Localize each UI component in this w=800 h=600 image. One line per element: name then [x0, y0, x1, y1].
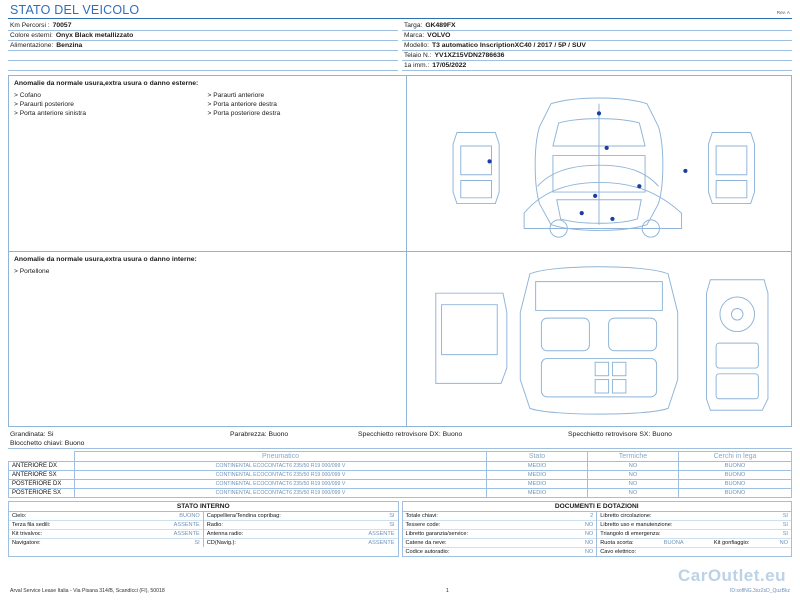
- anomalies-internal-list-2: [208, 267, 402, 276]
- field-telaio: [402, 51, 792, 61]
- list-item: [9, 521, 203, 530]
- field-value: Benzina: [56, 42, 83, 49]
- footer-page-number: 1: [445, 588, 449, 594]
- condition-grandinata: [10, 431, 230, 438]
- vehicle-data-right: [398, 21, 792, 71]
- item-label: Terza fila sedili:: [12, 522, 51, 528]
- tyre-spec: CONTINENTAL ECOCONTACT6 235/50 R19 000/099 V: [75, 462, 487, 471]
- item-label: Cielo:: [12, 513, 27, 519]
- condition-parabrezza: [230, 431, 358, 438]
- field-km: [8, 21, 398, 31]
- item-value-extra: NO: [779, 540, 788, 546]
- anomalies-external-title: Anomalie da normale usura,extra usura o danno esterne:: [14, 80, 199, 87]
- field-marca: [402, 31, 792, 41]
- item-label-extra: Kit gonfiaggio:: [713, 540, 750, 546]
- field-value: 17/05/2022: [432, 62, 467, 69]
- item-value: NO: [584, 522, 594, 528]
- vehicle-data-section: [8, 21, 792, 71]
- page-title: STATO DEL VEICOLO: [10, 3, 140, 17]
- anomalies-external-list-2: [208, 91, 402, 118]
- conditions-row-1: [8, 430, 792, 439]
- condition-label: Specchietto retrovisore SX:: [568, 431, 651, 438]
- tyre-position: POSTERIORE DX: [9, 480, 75, 489]
- item-label: Kit trivalvoc:: [12, 531, 43, 537]
- list-item: > Paraurti anteriore: [208, 91, 402, 100]
- item-value: 2: [590, 513, 594, 519]
- item-label: Cappelliera/Tendina copribag:: [206, 513, 281, 519]
- field-label: Alimentazione:: [10, 42, 54, 49]
- condition-specchietto-dx: [358, 431, 568, 438]
- header-divider: [8, 18, 792, 19]
- list-item: [204, 512, 398, 521]
- list-item: [9, 530, 203, 539]
- item-label: Totale chiavi:: [405, 513, 438, 519]
- condition-specchietto-sx: [568, 431, 790, 438]
- interior-left-list: [9, 512, 204, 547]
- conditions-section: [8, 430, 792, 449]
- anomalies-internal: [9, 252, 406, 427]
- vehicle-data-left: [8, 21, 398, 71]
- tyres-col-blank: [9, 452, 75, 462]
- list-item: > Porta anteriore sinistra: [14, 109, 208, 118]
- footer-document-id: ID:soflNG.3sz2sD_QuzBkz: [729, 588, 790, 594]
- diagram-column: [407, 76, 791, 426]
- item-label: Libretto uso e manutenzione:: [600, 522, 673, 528]
- document-header: [8, 0, 792, 18]
- car-interior-svg: [407, 252, 791, 427]
- condition-label: Specchietto retrovisore DX:: [358, 431, 441, 438]
- tyre-cerchi: BUONO: [679, 480, 792, 489]
- tyre-position: ANTERIORE DX: [9, 462, 75, 471]
- list-item: [403, 548, 597, 556]
- item-label: Antenna radio:: [206, 531, 244, 537]
- interior-diagram: [407, 252, 791, 427]
- condition-label: Grandinata:: [10, 431, 46, 438]
- tyre-termiche: NO: [588, 471, 679, 480]
- item-label: CD(Navig.):: [206, 540, 236, 546]
- list-item: [597, 530, 791, 539]
- item-value: BUONO: [179, 513, 200, 519]
- document-footer: [10, 588, 790, 594]
- field-label: Km Percorsi :: [10, 22, 50, 29]
- item-label: Libretto circolazione:: [600, 513, 652, 519]
- bottom-panels: [8, 501, 792, 557]
- list-item: [403, 539, 597, 548]
- car-exterior-svg: [407, 76, 791, 251]
- list-item: [597, 521, 791, 530]
- field-label: Modello:: [404, 42, 429, 49]
- tyre-stato: MEDIO: [487, 471, 588, 480]
- field-value: 70057: [52, 22, 72, 29]
- tyre-stato: MEDIO: [487, 480, 588, 489]
- inspection-main: [8, 75, 792, 427]
- documents-panel-title: DOCUMENTI E DOTAZIONI: [403, 502, 792, 512]
- table-row: [9, 462, 792, 471]
- list-item: [9, 539, 203, 547]
- list-item: [403, 521, 597, 530]
- field-blank-1: [8, 51, 398, 61]
- item-value: ASSENTE: [173, 522, 200, 528]
- exterior-diagram: [407, 76, 791, 252]
- list-item: [597, 539, 791, 548]
- tyres-col-cerchi: Cerchi in lega: [679, 452, 792, 462]
- field-label: 1a imm.:: [404, 62, 430, 69]
- item-label: Catene da neve:: [405, 540, 447, 546]
- interior-right-list: [204, 512, 398, 547]
- tyres-table: [8, 451, 792, 498]
- footer-company: Arval Service Lease Italia - Via Pisana 314/B, Scandicci (FI), 50018: [10, 588, 165, 594]
- item-value: ASSENTE: [368, 531, 395, 537]
- condition-label: Parabrezza:: [230, 431, 267, 438]
- item-value: SI: [782, 513, 788, 519]
- field-alimentazione: [8, 41, 398, 51]
- list-item: > Portellone: [14, 267, 208, 276]
- watermark: CarOutlet.eu: [677, 566, 786, 585]
- tyre-spec: CONTINENTAL ECOCONTACT6 235/50 R19 000/099 V: [75, 480, 487, 489]
- anomalies-external: [9, 76, 406, 252]
- tyre-position: POSTERIORE SX: [9, 489, 75, 498]
- field-value: GK489FX: [425, 22, 456, 29]
- list-item: > Cofano: [14, 91, 208, 100]
- anomalies-column: [9, 76, 407, 426]
- condition-value: Si: [47, 431, 54, 438]
- list-item: > Paraurti posteriore: [14, 100, 208, 109]
- tyre-termiche: NO: [588, 489, 679, 498]
- tyre-spec: CONTINENTAL ECOCONTACT6 235/50 R19 000/099 V: [75, 489, 487, 498]
- tyres-col-pneumatico: Pneumatico: [75, 452, 487, 462]
- tyre-cerchi: BUONO: [679, 462, 792, 471]
- field-value: YV1XZ15VDN2786636: [434, 52, 505, 59]
- item-label: Radio:: [206, 522, 223, 528]
- condition-value: Buono: [64, 440, 85, 447]
- tyre-spec: CONTINENTAL ECOCONTACT6 235/50 R19 000/099 V: [75, 471, 487, 480]
- condition-value: Buono: [652, 431, 672, 438]
- item-value: SI: [389, 513, 395, 519]
- item-label: Navigatore:: [12, 540, 41, 546]
- item-value: SI: [194, 540, 200, 546]
- list-item: [204, 521, 398, 530]
- documents-left-list: [403, 512, 598, 556]
- condition-label: Blocchetto chiavi:: [10, 440, 63, 447]
- list-item: [204, 539, 398, 547]
- field-modello: [402, 41, 792, 51]
- field-blank-2: [8, 61, 398, 71]
- tyres-header-row: [9, 452, 792, 462]
- anomalies-internal-title: Anomalie da normale usura,extra usura o danno interne:: [14, 255, 197, 263]
- table-row: [9, 480, 792, 489]
- item-value: NO: [584, 549, 594, 555]
- field-prima-immatricolazione: [402, 61, 792, 71]
- tyre-termiche: NO: [588, 462, 679, 471]
- condition-value: Buono: [268, 431, 289, 438]
- condition-value: Buono: [442, 431, 463, 438]
- field-targa: [402, 21, 792, 31]
- tyres-col-termiche: Termiche: [588, 452, 679, 462]
- interior-panel: [8, 501, 399, 557]
- item-label: Cavo elettrico:: [600, 549, 637, 555]
- field-label: Telaio N.:: [404, 52, 432, 59]
- item-value: SI: [782, 531, 788, 537]
- item-label: Ruota scorta:: [600, 540, 634, 546]
- tyre-termiche: NO: [588, 480, 679, 489]
- list-item: > Porta posteriore destra: [208, 109, 402, 118]
- item-label: Libretto garanzia/service:: [405, 531, 468, 537]
- tyres-col-stato: Stato: [487, 452, 588, 462]
- list-item: [403, 512, 597, 521]
- item-value: SI: [782, 522, 788, 528]
- interior-panel-title: STATO INTERNO: [9, 502, 398, 512]
- field-value: T3 automatico InscriptionXC40 / 2017 / 5P / SUV: [431, 42, 586, 49]
- item-label: Tessere code:: [405, 522, 441, 528]
- tyre-cerchi: BUONO: [679, 471, 792, 480]
- documents-panel: [402, 501, 793, 557]
- item-value: ASSENTE: [368, 540, 395, 546]
- condition-blocchetto-chiavi: [8, 439, 792, 449]
- item-value: NO: [584, 540, 594, 546]
- list-item: [9, 512, 203, 521]
- tyre-cerchi: BUONO: [679, 489, 792, 498]
- field-label: Targa:: [404, 22, 423, 29]
- documents-right-list: [597, 512, 791, 556]
- item-value: BUONA: [663, 540, 684, 546]
- field-value: Onyx Black metallizzato: [55, 32, 134, 39]
- table-row: [9, 471, 792, 480]
- tyre-position: ANTERIORE SX: [9, 471, 75, 480]
- list-item: [204, 530, 398, 539]
- list-item: [403, 530, 597, 539]
- item-value: NO: [584, 531, 594, 537]
- list-item: > Porta anteriore destra: [208, 100, 402, 109]
- field-colore: [8, 31, 398, 41]
- item-value: SI: [389, 522, 395, 528]
- list-item: [597, 548, 791, 556]
- field-label: Marca:: [404, 32, 425, 39]
- item-label: Triangolo di emergenza:: [600, 531, 661, 537]
- anomalies-internal-list-1: [14, 267, 208, 276]
- field-label: Colore esterni:: [10, 32, 53, 39]
- revision-label: Rev. A: [776, 10, 790, 15]
- field-value: VOLVO: [427, 32, 451, 39]
- item-value: ASSENTE: [173, 531, 200, 537]
- table-row: [9, 489, 792, 498]
- item-label: Codice autoradio:: [405, 549, 450, 555]
- anomalies-external-list-1: [14, 91, 208, 118]
- tyre-stato: MEDIO: [487, 489, 588, 498]
- list-item: [597, 512, 791, 521]
- tyre-stato: MEDIO: [487, 462, 588, 471]
